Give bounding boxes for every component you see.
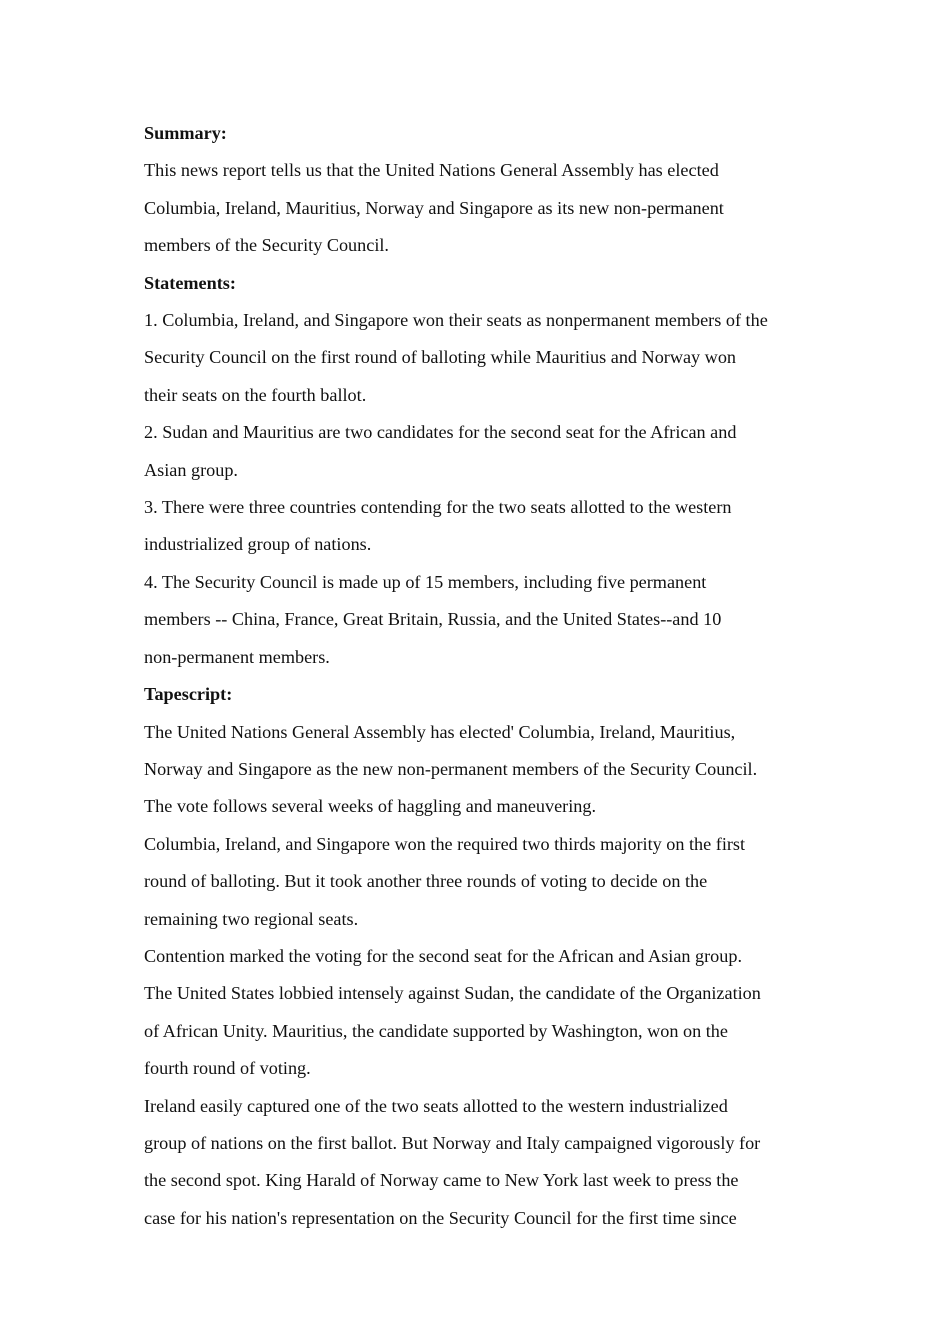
tapescript-line: the second spot. King Harald of Norway came to New York last week to press the (144, 1170, 739, 1191)
tapescript-line: The vote follows several weeks of haggling and maneuvering. (144, 796, 597, 817)
statement-line: Asian group. (144, 459, 238, 480)
tapescript-line: case for his nation's representation on the Security Council for the first time since (144, 1207, 737, 1228)
tapescript-heading: Tapescript: (144, 684, 233, 705)
summary-line: This news report tells us that the United Nations General Assembly has elected (144, 160, 719, 181)
summary-line: Columbia, Ireland, Mauritius, Norway and Singapore as its new non-permanent (144, 197, 724, 218)
statement-line: non-permanent members. (144, 646, 330, 667)
tapescript-paragraph-2 (144, 826, 834, 938)
summary-heading: Summary: (144, 123, 227, 143)
summary-paragraph (144, 152, 834, 264)
tapescript-line: of African Unity. Mauritius, the candidate supported by Washington, won on the (144, 1020, 728, 1041)
tapescript-line: Ireland easily captured one of the two seats allotted to the western industrialized (144, 1095, 728, 1116)
tapescript-paragraph-4 (144, 1088, 834, 1238)
tapescript-line: fourth round of voting. (144, 1058, 311, 1079)
statement-line: Security Council on the first round of balloting while Mauritius and Norway won (144, 347, 737, 368)
tapescript-line: remaining two regional seats. (144, 908, 359, 929)
statement-line: their seats on the fourth ballot. (144, 384, 367, 405)
statement-line: members -- China, France, Great Britain, Russia, and the United States--and 10 (144, 609, 722, 630)
statement-item-3 (144, 489, 834, 564)
tapescript-line: round of balloting. But it took another three rounds of voting to decide on the (144, 871, 708, 892)
tapescript-line: group of nations on the first ballot. But Norway and Italy campaigned vigorously for (144, 1132, 761, 1153)
statement-line: 3. There were three countries contending for the two seats allotted to the western (144, 497, 732, 518)
document-page (144, 115, 834, 1237)
summary-line: members of the Security Council. (144, 235, 389, 256)
tapescript-paragraph-3 (144, 938, 834, 1088)
tapescript-line: The United Nations General Assembly has elected' Columbia, Ireland, Mauritius, (144, 721, 736, 742)
statement-line: 4. The Security Council is made up of 15 members, including five permanent (144, 571, 707, 592)
statement-line: 1. Columbia, Ireland, and Singapore won their seats as nonpermanent members of the (144, 310, 768, 331)
tapescript-line: The United States lobbied intensely against Sudan, the candidate of the Organization (144, 983, 761, 1004)
statement-item-2 (144, 414, 834, 489)
tapescript-line: Contention marked the voting for the second seat for the African and Asian group. (144, 945, 743, 966)
tapescript-paragraph-1 (144, 714, 834, 826)
statement-line: 2. Sudan and Mauritius are two candidates for the second seat for the African and (144, 422, 737, 443)
statement-line: industrialized group of nations. (144, 534, 372, 555)
statement-item-4 (144, 564, 834, 676)
tapescript-line: Columbia, Ireland, and Singapore won the required two thirds majority on the first (144, 833, 746, 854)
tapescript-line: Norway and Singapore as the new non-permanent members of the Security Council. (144, 758, 758, 779)
statements-heading: Statements: (144, 272, 236, 293)
statement-item-1 (144, 302, 834, 414)
